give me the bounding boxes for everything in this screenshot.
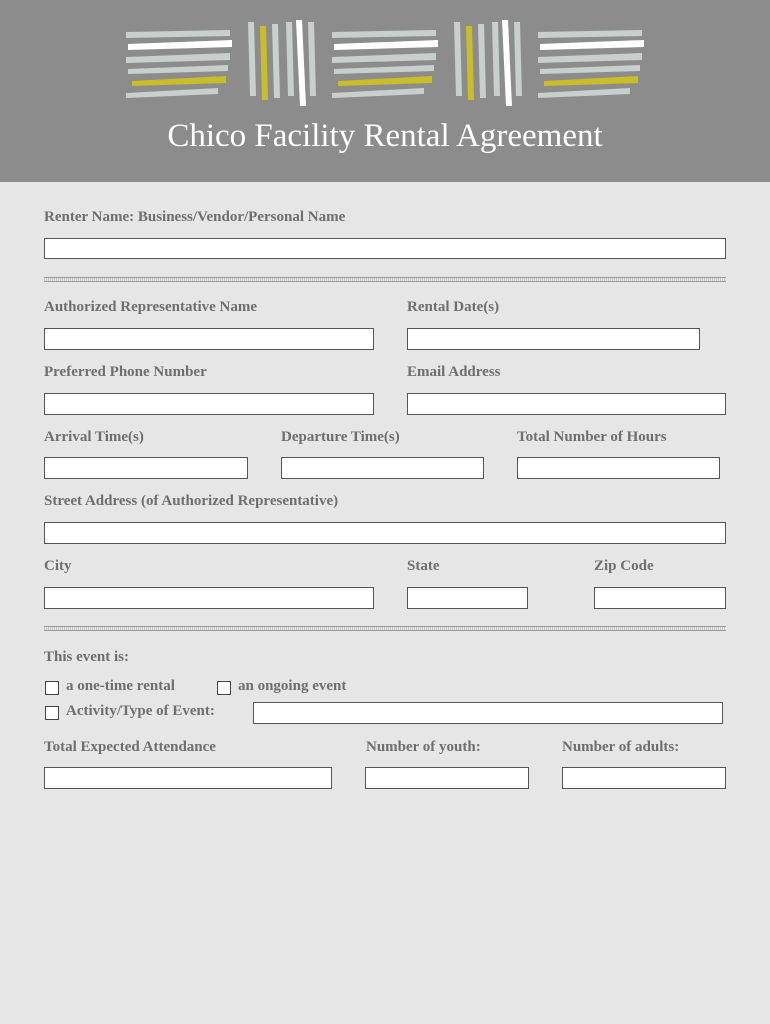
activity-label: Activity/Type of Event: <box>66 703 215 719</box>
email-input[interactable] <box>407 393 726 415</box>
header-banner <box>0 0 770 182</box>
youth-input[interactable] <box>365 767 529 789</box>
email-label: Email Address <box>407 364 501 380</box>
logo-horizontal-group-middle <box>332 30 438 98</box>
city-input[interactable] <box>44 587 374 609</box>
street-label: Street Address (of Authorized Representative) <box>44 493 339 509</box>
arrival-input[interactable] <box>44 457 248 479</box>
youth-label: Number of youth: <box>366 739 481 755</box>
departure-input[interactable] <box>281 457 484 479</box>
attendance-label: Total Expected Attendance <box>44 739 216 755</box>
adults-input[interactable] <box>562 767 726 789</box>
page-title: Chico Facility Rental Agreement <box>167 118 603 154</box>
zip-label: Zip Code <box>594 558 654 574</box>
logo-vertical-group-right <box>454 20 522 106</box>
one-time-label: a one-time rental <box>66 678 175 694</box>
total-hours-label: Total Number of Hours <box>517 429 667 445</box>
activity-input[interactable] <box>253 702 723 724</box>
logo-horizontal-group-left <box>126 30 232 98</box>
striped-bars-logo <box>0 0 770 110</box>
state-input[interactable] <box>407 587 528 609</box>
city-label: City <box>44 558 72 574</box>
authorized-rep-label: Authorized Representative Name <box>44 299 258 315</box>
phone-input[interactable] <box>44 393 374 415</box>
arrival-label: Arrival Time(s) <box>44 429 144 445</box>
street-input[interactable] <box>44 522 726 544</box>
renter-name-label: Renter Name: Business/Vendor/Personal Name <box>44 209 346 225</box>
ongoing-label: an ongoing event <box>238 678 347 694</box>
activity-checkbox[interactable] <box>45 706 59 720</box>
total-hours-input[interactable] <box>517 457 720 479</box>
rental-dates-input[interactable] <box>407 328 700 350</box>
ongoing-checkbox[interactable] <box>217 681 231 695</box>
adults-label: Number of adults: <box>562 739 680 755</box>
rental-dates-label: Rental Date(s) <box>407 299 500 315</box>
logo-vertical-group-left <box>248 20 316 106</box>
authorized-rep-input[interactable] <box>44 328 374 350</box>
phone-label: Preferred Phone Number <box>44 364 207 380</box>
state-label: State <box>407 558 440 574</box>
event-is-label: This event is: <box>44 649 130 665</box>
departure-label: Departure Time(s) <box>281 429 400 445</box>
one-time-checkbox[interactable] <box>45 681 59 695</box>
attendance-input[interactable] <box>44 767 332 789</box>
form-page <box>0 182 770 1024</box>
section-divider <box>44 277 726 282</box>
renter-name-input[interactable] <box>44 238 726 259</box>
logo-horizontal-group-right <box>538 30 644 98</box>
section-divider <box>44 626 726 631</box>
zip-input[interactable] <box>594 587 726 609</box>
